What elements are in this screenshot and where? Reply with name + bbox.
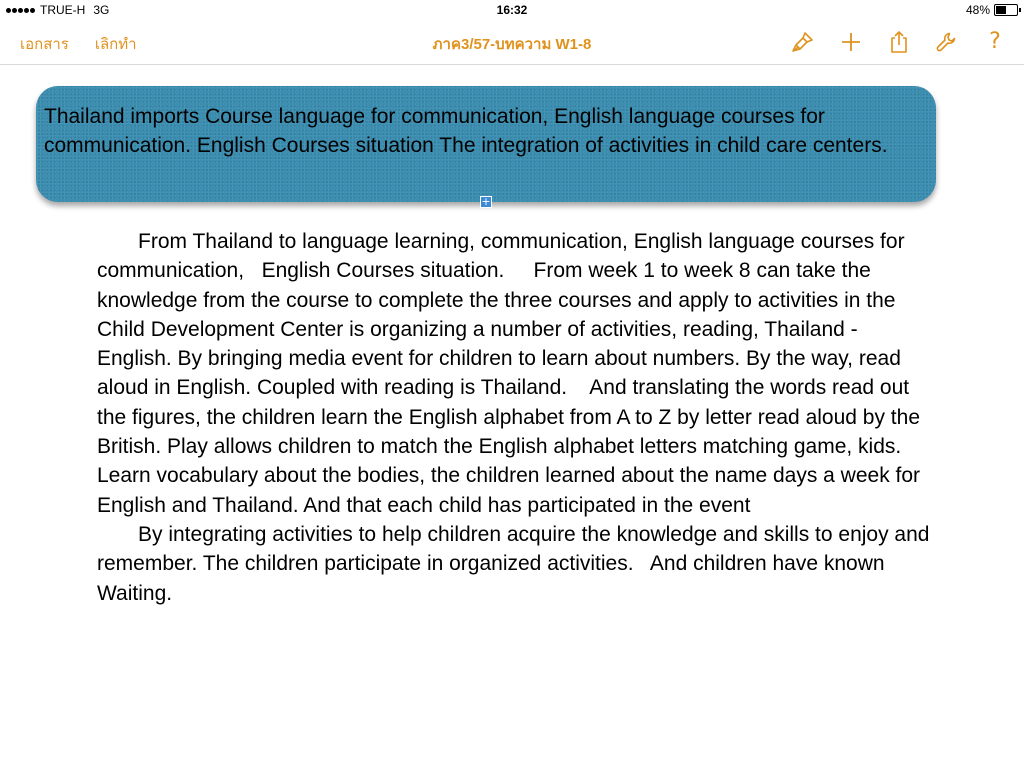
undo-button[interactable]: เลิกทำ xyxy=(94,36,137,53)
shape-resize-handle[interactable]: + xyxy=(481,195,491,208)
battery-icon xyxy=(994,4,1018,16)
battery-level-fill xyxy=(996,6,1006,14)
share-icon[interactable] xyxy=(886,29,912,55)
document-body[interactable] xyxy=(97,227,936,608)
paragraph-2[interactable]: By integrating activities to help children acquire the knowledge and skills to enjoy and remember. The children participate in organized activities. And children have known Waiting. xyxy=(97,522,936,605)
documents-button[interactable]: เอกสาร xyxy=(20,36,69,53)
carrier-name: TRUE-H xyxy=(40,3,86,17)
network-type: 3G xyxy=(93,3,110,17)
status-bar xyxy=(0,0,1024,20)
status-right xyxy=(966,3,1018,17)
document-title[interactable]: ภาค3/57-บทความ W1-8 xyxy=(432,36,592,53)
nav-bar xyxy=(0,20,1024,65)
brush-icon[interactable] xyxy=(790,29,816,55)
paragraph-1[interactable]: From Thailand to language learning, communication, English language courses for communication, English Courses situation. From week 1 to week 8 can take the knowledge from the course to complete the three courses and apply to activities in the Child Development Center is organizing a number of activities, reading, Thailand - English. By bringing media event for children to learn about numbers. By the way, read aloud in English. Coupled with reading is Thailand. And translating the words read out the figures, the children learn the English alphabet from A to Z by letter read aloud by the British. Play allows children to match the English alphabet letters matching game, kids. Learn vocabulary about the bodies, the children learned about the name days a week for English and Thailand. And that each child has participated in the event xyxy=(97,230,926,517)
status-time: 16:32 xyxy=(496,3,528,17)
wrench-icon[interactable] xyxy=(934,29,960,55)
plus-icon[interactable] xyxy=(838,29,864,55)
text-shape[interactable] xyxy=(36,86,936,202)
battery-percent: 48% xyxy=(965,3,990,17)
nav-toolbar xyxy=(768,29,1008,55)
help-label: ? xyxy=(989,29,1001,54)
help-icon[interactable] xyxy=(982,29,1008,55)
shape-text[interactable]: Thailand imports Course language for communication, English language courses for communication. English Courses situation The integration of activities in child care centers. xyxy=(44,105,888,157)
